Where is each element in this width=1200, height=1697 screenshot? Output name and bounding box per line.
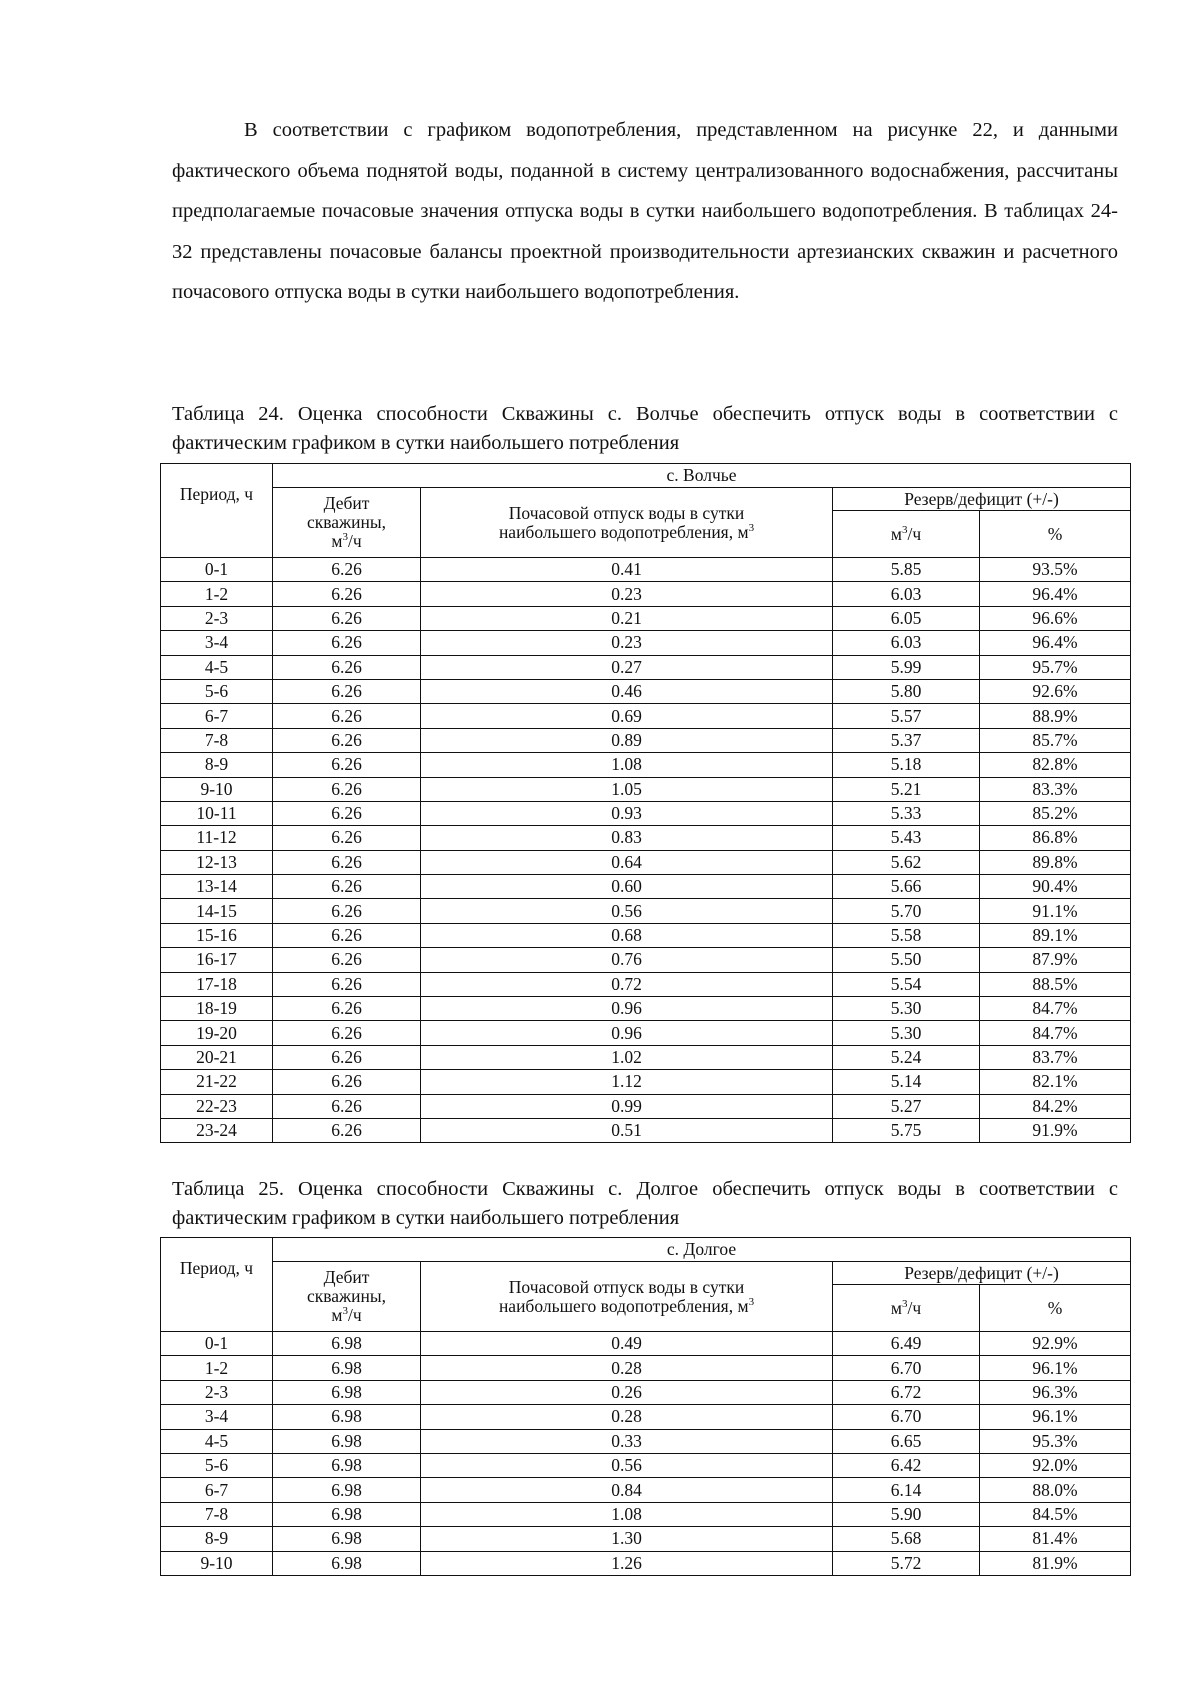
supply-cell: 0.93 <box>421 801 833 825</box>
reserve-pct-cell: 84.7% <box>980 1021 1131 1045</box>
supply-cell: 0.49 <box>421 1332 833 1356</box>
reserve-m3h-cell: 5.43 <box>833 826 980 850</box>
period-cell: 0-1 <box>161 558 273 582</box>
debit-cell: 6.26 <box>273 777 421 801</box>
reserve-m3h-header: $м^3/ч$ <box>833 1285 980 1332</box>
supply-cell: 0.27 <box>421 655 833 679</box>
reserve-pct-cell: 84.5% <box>980 1502 1131 1526</box>
debit-cell: 6.26 <box>273 948 421 972</box>
period-cell: 5-6 <box>161 679 273 703</box>
table-row <box>161 826 1131 850</box>
reserve-m3h-cell: 5.33 <box>833 801 980 825</box>
table-25 <box>160 1237 1131 1576</box>
table-row <box>161 704 1131 728</box>
reserve-m3h-cell: 6.70 <box>833 1356 980 1380</box>
supply-cell: 0.69 <box>421 704 833 728</box>
debit-cell: 6.26 <box>273 1094 421 1118</box>
table-row <box>161 1045 1131 1069</box>
supply-cell: 0.89 <box>421 728 833 752</box>
reserve-m3h-cell: 5.54 <box>833 972 980 996</box>
table-row <box>161 1094 1131 1118</box>
reserve-pct-cell: 88.0% <box>980 1478 1131 1502</box>
debit-cell: 6.26 <box>273 558 421 582</box>
debit-cell: 6.98 <box>273 1551 421 1575</box>
reserve-pct-cell: 95.3% <box>980 1429 1131 1453</box>
supply-cell: 0.41 <box>421 558 833 582</box>
reserve-m3h-cell: 5.80 <box>833 679 980 703</box>
reserve-pct-cell: 85.2% <box>980 801 1131 825</box>
debit-cell: 6.98 <box>273 1356 421 1380</box>
reserve-m3h-cell: 6.49 <box>833 1332 980 1356</box>
period-cell: 12-13 <box>161 850 273 874</box>
reserve-m3h-cell: 5.66 <box>833 875 980 899</box>
table-25-caption: Таблица 25. Оценка способности Скважины с. Долгое обеспечить отпуск воды в соответствии с фактическим графиком в сутки наибольшего потребления <box>172 1178 1118 1229</box>
period-cell: 2-3 <box>161 606 273 630</box>
debit-cell: 6.98 <box>273 1405 421 1429</box>
reserve-m3h-cell: 5.30 <box>833 1021 980 1045</box>
debit-cell: 6.98 <box>273 1429 421 1453</box>
debit-cell: 6.26 <box>273 631 421 655</box>
reserve-pct-cell: 84.2% <box>980 1094 1131 1118</box>
period-cell: 16-17 <box>161 948 273 972</box>
table-row <box>161 679 1131 703</box>
debit-cell: 6.98 <box>273 1380 421 1404</box>
table-row <box>161 1478 1131 1502</box>
period-cell: 23-24 <box>161 1118 273 1142</box>
supply-cell: 0.60 <box>421 875 833 899</box>
reserve-pct-cell: 83.3% <box>980 777 1131 801</box>
reserve-m3h-cell: 5.85 <box>833 558 980 582</box>
table-row <box>161 606 1131 630</box>
reserve-m3h-header: $м^3/ч$ <box>833 511 980 558</box>
table-row <box>161 948 1131 972</box>
period-cell: 4-5 <box>161 655 273 679</box>
period-cell: 9-10 <box>161 777 273 801</box>
supply-cell: 1.12 <box>421 1070 833 1094</box>
reserve-pct-header: % <box>980 1285 1131 1332</box>
supply-cell: 0.56 <box>421 1453 833 1477</box>
period-header: Период, ч <box>161 464 273 558</box>
reserve-m3h-cell: 5.50 <box>833 948 980 972</box>
period-cell: 0-1 <box>161 1332 273 1356</box>
supply-cell: 1.02 <box>421 1045 833 1069</box>
reserve-pct-cell: 82.8% <box>980 753 1131 777</box>
reserve-m3h-cell: 5.24 <box>833 1045 980 1069</box>
reserve-m3h-cell: 5.62 <box>833 850 980 874</box>
period-cell: 4-5 <box>161 1429 273 1453</box>
reserve-pct-cell: 96.1% <box>980 1405 1131 1429</box>
period-cell: 22-23 <box>161 1094 273 1118</box>
table-row <box>161 1332 1131 1356</box>
reserve-m3h-cell: 6.05 <box>833 606 980 630</box>
table-row <box>161 558 1131 582</box>
period-cell: 11-12 <box>161 826 273 850</box>
debit-header: Дебит скважины, $м^3/ч$ <box>273 488 421 558</box>
reserve-m3h-cell: 5.14 <box>833 1070 980 1094</box>
period-cell: 6-7 <box>161 1478 273 1502</box>
debit-cell: 6.26 <box>273 582 421 606</box>
intro-paragraph: В соответствии с графиком водопотребления, представленном на рисунке 22, и данными фактического объема поднятой воды, поданной в систему централизованного водоснабжения, рассчитаны предполагаемые почасовые значения отпуска воды в сутки наибольшего водопотребления. В таблицах 24-32 представлены почасовые балансы проектной производительности артезианских скважин и расчетного почасового отпуска воды в сутки наибольшего водопотребления. <box>172 119 1118 303</box>
supply-cell: 0.96 <box>421 1021 833 1045</box>
debit-header: Дебит скважины, $м^3/ч$ <box>273 1262 421 1332</box>
reserve-pct-cell: 96.3% <box>980 1380 1131 1404</box>
table-row <box>161 899 1131 923</box>
reserve-m3h-cell: 6.72 <box>833 1380 980 1404</box>
period-cell: 18-19 <box>161 997 273 1021</box>
table-row <box>161 1429 1131 1453</box>
table-row <box>161 1551 1131 1575</box>
reserve-m3h-cell: 6.03 <box>833 631 980 655</box>
debit-cell: 6.26 <box>273 826 421 850</box>
period-cell: 21-22 <box>161 1070 273 1094</box>
supply-cell: 0.56 <box>421 899 833 923</box>
table-row <box>161 1021 1131 1045</box>
table-row <box>161 1118 1131 1142</box>
table-row <box>161 582 1131 606</box>
supply-cell: 0.72 <box>421 972 833 996</box>
reserve-m3h-cell: 5.99 <box>833 655 980 679</box>
debit-cell: 6.26 <box>273 704 421 728</box>
reserve-pct-cell: 85.7% <box>980 728 1131 752</box>
reserve-pct-cell: 90.4% <box>980 875 1131 899</box>
reserve-pct-cell: 88.5% <box>980 972 1131 996</box>
reserve-pct-cell: 96.1% <box>980 1356 1131 1380</box>
table-row <box>161 631 1131 655</box>
period-cell: 2-3 <box>161 1380 273 1404</box>
period-cell: 8-9 <box>161 753 273 777</box>
debit-cell: 6.26 <box>273 1045 421 1069</box>
supply-cell: 0.33 <box>421 1429 833 1453</box>
table-row <box>161 1502 1131 1526</box>
table-row <box>161 728 1131 752</box>
reserve-pct-cell: 95.7% <box>980 655 1131 679</box>
period-cell: 10-11 <box>161 801 273 825</box>
reserve-m3h-cell: 5.68 <box>833 1527 980 1551</box>
reserve-header: Резерв/дефицит (+/-) <box>833 488 1131 511</box>
table-row <box>161 850 1131 874</box>
supply-cell: 0.28 <box>421 1405 833 1429</box>
village-header: с. Волчье <box>273 464 1131 488</box>
debit-cell: 6.26 <box>273 1070 421 1094</box>
table-row <box>161 997 1131 1021</box>
debit-cell: 6.26 <box>273 679 421 703</box>
reserve-m3h-cell: 5.57 <box>833 704 980 728</box>
period-cell: 9-10 <box>161 1551 273 1575</box>
reserve-m3h-cell: 5.58 <box>833 923 980 947</box>
reserve-pct-cell: 96.4% <box>980 582 1131 606</box>
reserve-pct-cell: 83.7% <box>980 1045 1131 1069</box>
supply-cell: 0.23 <box>421 631 833 655</box>
debit-cell: 6.26 <box>273 923 421 947</box>
reserve-pct-cell: 92.9% <box>980 1332 1131 1356</box>
table-row <box>161 753 1131 777</box>
table-24-caption: Таблица 24. Оценка способности Скважины с. Волчье обеспечить отпуск воды в соответствии с фактическим графиком в сутки наибольшего потребления <box>172 403 1118 454</box>
period-cell: 6-7 <box>161 704 273 728</box>
reserve-m3h-cell: 5.37 <box>833 728 980 752</box>
debit-cell: 6.26 <box>273 801 421 825</box>
debit-cell: 6.26 <box>273 655 421 679</box>
reserve-pct-cell: 91.9% <box>980 1118 1131 1142</box>
reserve-pct-header: % <box>980 511 1131 558</box>
debit-cell: 6.26 <box>273 606 421 630</box>
supply-cell: 0.99 <box>421 1094 833 1118</box>
period-cell: 13-14 <box>161 875 273 899</box>
reserve-m3h-cell: 5.30 <box>833 997 980 1021</box>
period-cell: 1-2 <box>161 1356 273 1380</box>
period-header: Период, ч <box>161 1238 273 1332</box>
reserve-m3h-cell: 6.70 <box>833 1405 980 1429</box>
supply-cell: 0.96 <box>421 997 833 1021</box>
debit-cell: 6.26 <box>273 972 421 996</box>
reserve-pct-cell: 81.4% <box>980 1527 1131 1551</box>
debit-cell: 6.98 <box>273 1453 421 1477</box>
reserve-pct-cell: 91.1% <box>980 899 1131 923</box>
debit-cell: 6.26 <box>273 875 421 899</box>
supply-cell: 1.26 <box>421 1551 833 1575</box>
reserve-header: Резерв/дефицит (+/-) <box>833 1262 1131 1285</box>
debit-cell: 6.26 <box>273 850 421 874</box>
reserve-m3h-cell: 6.65 <box>833 1429 980 1453</box>
period-cell: 3-4 <box>161 631 273 655</box>
period-cell: 17-18 <box>161 972 273 996</box>
reserve-pct-cell: 92.6% <box>980 679 1131 703</box>
supply-cell: 0.76 <box>421 948 833 972</box>
table-row <box>161 801 1131 825</box>
reserve-m3h-cell: 5.18 <box>833 753 980 777</box>
debit-cell: 6.26 <box>273 1118 421 1142</box>
supply-cell: 0.64 <box>421 850 833 874</box>
reserve-m3h-cell: 6.42 <box>833 1453 980 1477</box>
supply-cell: 0.84 <box>421 1478 833 1502</box>
supply-cell: 0.51 <box>421 1118 833 1142</box>
reserve-m3h-cell: 5.21 <box>833 777 980 801</box>
table-row <box>161 1070 1131 1094</box>
supply-cell: 0.46 <box>421 679 833 703</box>
table-row <box>161 1405 1131 1429</box>
reserve-pct-cell: 93.5% <box>980 558 1131 582</box>
table-row <box>161 655 1131 679</box>
reserve-m3h-cell: 6.14 <box>833 1478 980 1502</box>
table-24-body <box>161 558 1131 1143</box>
period-cell: 3-4 <box>161 1405 273 1429</box>
period-cell: 15-16 <box>161 923 273 947</box>
supply-cell: 1.08 <box>421 753 833 777</box>
table-row <box>161 972 1131 996</box>
debit-cell: 6.26 <box>273 899 421 923</box>
table-24 <box>160 463 1131 1143</box>
supply-header: Почасовой отпуск воды в сутки наибольшего водопотребления, $м^3$ <box>421 488 833 558</box>
debit-cell: 6.98 <box>273 1332 421 1356</box>
reserve-pct-cell: 86.8% <box>980 826 1131 850</box>
supply-cell: 0.68 <box>421 923 833 947</box>
period-cell: 8-9 <box>161 1527 273 1551</box>
debit-cell: 6.98 <box>273 1478 421 1502</box>
reserve-pct-cell: 89.8% <box>980 850 1131 874</box>
supply-cell: 1.08 <box>421 1502 833 1526</box>
period-cell: 5-6 <box>161 1453 273 1477</box>
table-row <box>161 1527 1131 1551</box>
table-25-body <box>161 1332 1131 1576</box>
supply-header: Почасовой отпуск воды в сутки наибольшего водопотребления, $м^3$ <box>421 1262 833 1332</box>
reserve-pct-cell: 87.9% <box>980 948 1131 972</box>
debit-cell: 6.26 <box>273 728 421 752</box>
table-row <box>161 1380 1131 1404</box>
village-header: с. Долгое <box>273 1238 1131 1262</box>
table-row <box>161 1453 1131 1477</box>
supply-cell: 0.83 <box>421 826 833 850</box>
reserve-pct-cell: 82.1% <box>980 1070 1131 1094</box>
reserve-m3h-cell: 5.70 <box>833 899 980 923</box>
reserve-pct-cell: 89.1% <box>980 923 1131 947</box>
reserve-pct-cell: 92.0% <box>980 1453 1131 1477</box>
reserve-pct-cell: 84.7% <box>980 997 1131 1021</box>
supply-cell: 1.05 <box>421 777 833 801</box>
reserve-m3h-cell: 6.03 <box>833 582 980 606</box>
supply-cell: 0.26 <box>421 1380 833 1404</box>
supply-cell: 0.28 <box>421 1356 833 1380</box>
table-row <box>161 875 1131 899</box>
period-cell: 20-21 <box>161 1045 273 1069</box>
reserve-m3h-cell: 5.90 <box>833 1502 980 1526</box>
period-cell: 7-8 <box>161 728 273 752</box>
table-row <box>161 923 1131 947</box>
reserve-pct-cell: 96.6% <box>980 606 1131 630</box>
debit-cell: 6.26 <box>273 753 421 777</box>
reserve-m3h-cell: 5.75 <box>833 1118 980 1142</box>
period-cell: 19-20 <box>161 1021 273 1045</box>
supply-cell: 1.30 <box>421 1527 833 1551</box>
reserve-pct-cell: 96.4% <box>980 631 1131 655</box>
reserve-m3h-cell: 5.72 <box>833 1551 980 1575</box>
debit-cell: 6.26 <box>273 1021 421 1045</box>
debit-cell: 6.26 <box>273 997 421 1021</box>
reserve-pct-cell: 88.9% <box>980 704 1131 728</box>
debit-cell: 6.98 <box>273 1527 421 1551</box>
period-cell: 1-2 <box>161 582 273 606</box>
debit-cell: 6.98 <box>273 1502 421 1526</box>
period-cell: 7-8 <box>161 1502 273 1526</box>
period-cell: 14-15 <box>161 899 273 923</box>
table-row <box>161 1356 1131 1380</box>
reserve-m3h-cell: 5.27 <box>833 1094 980 1118</box>
supply-cell: 0.23 <box>421 582 833 606</box>
table-row <box>161 777 1131 801</box>
supply-cell: 0.21 <box>421 606 833 630</box>
reserve-pct-cell: 81.9% <box>980 1551 1131 1575</box>
